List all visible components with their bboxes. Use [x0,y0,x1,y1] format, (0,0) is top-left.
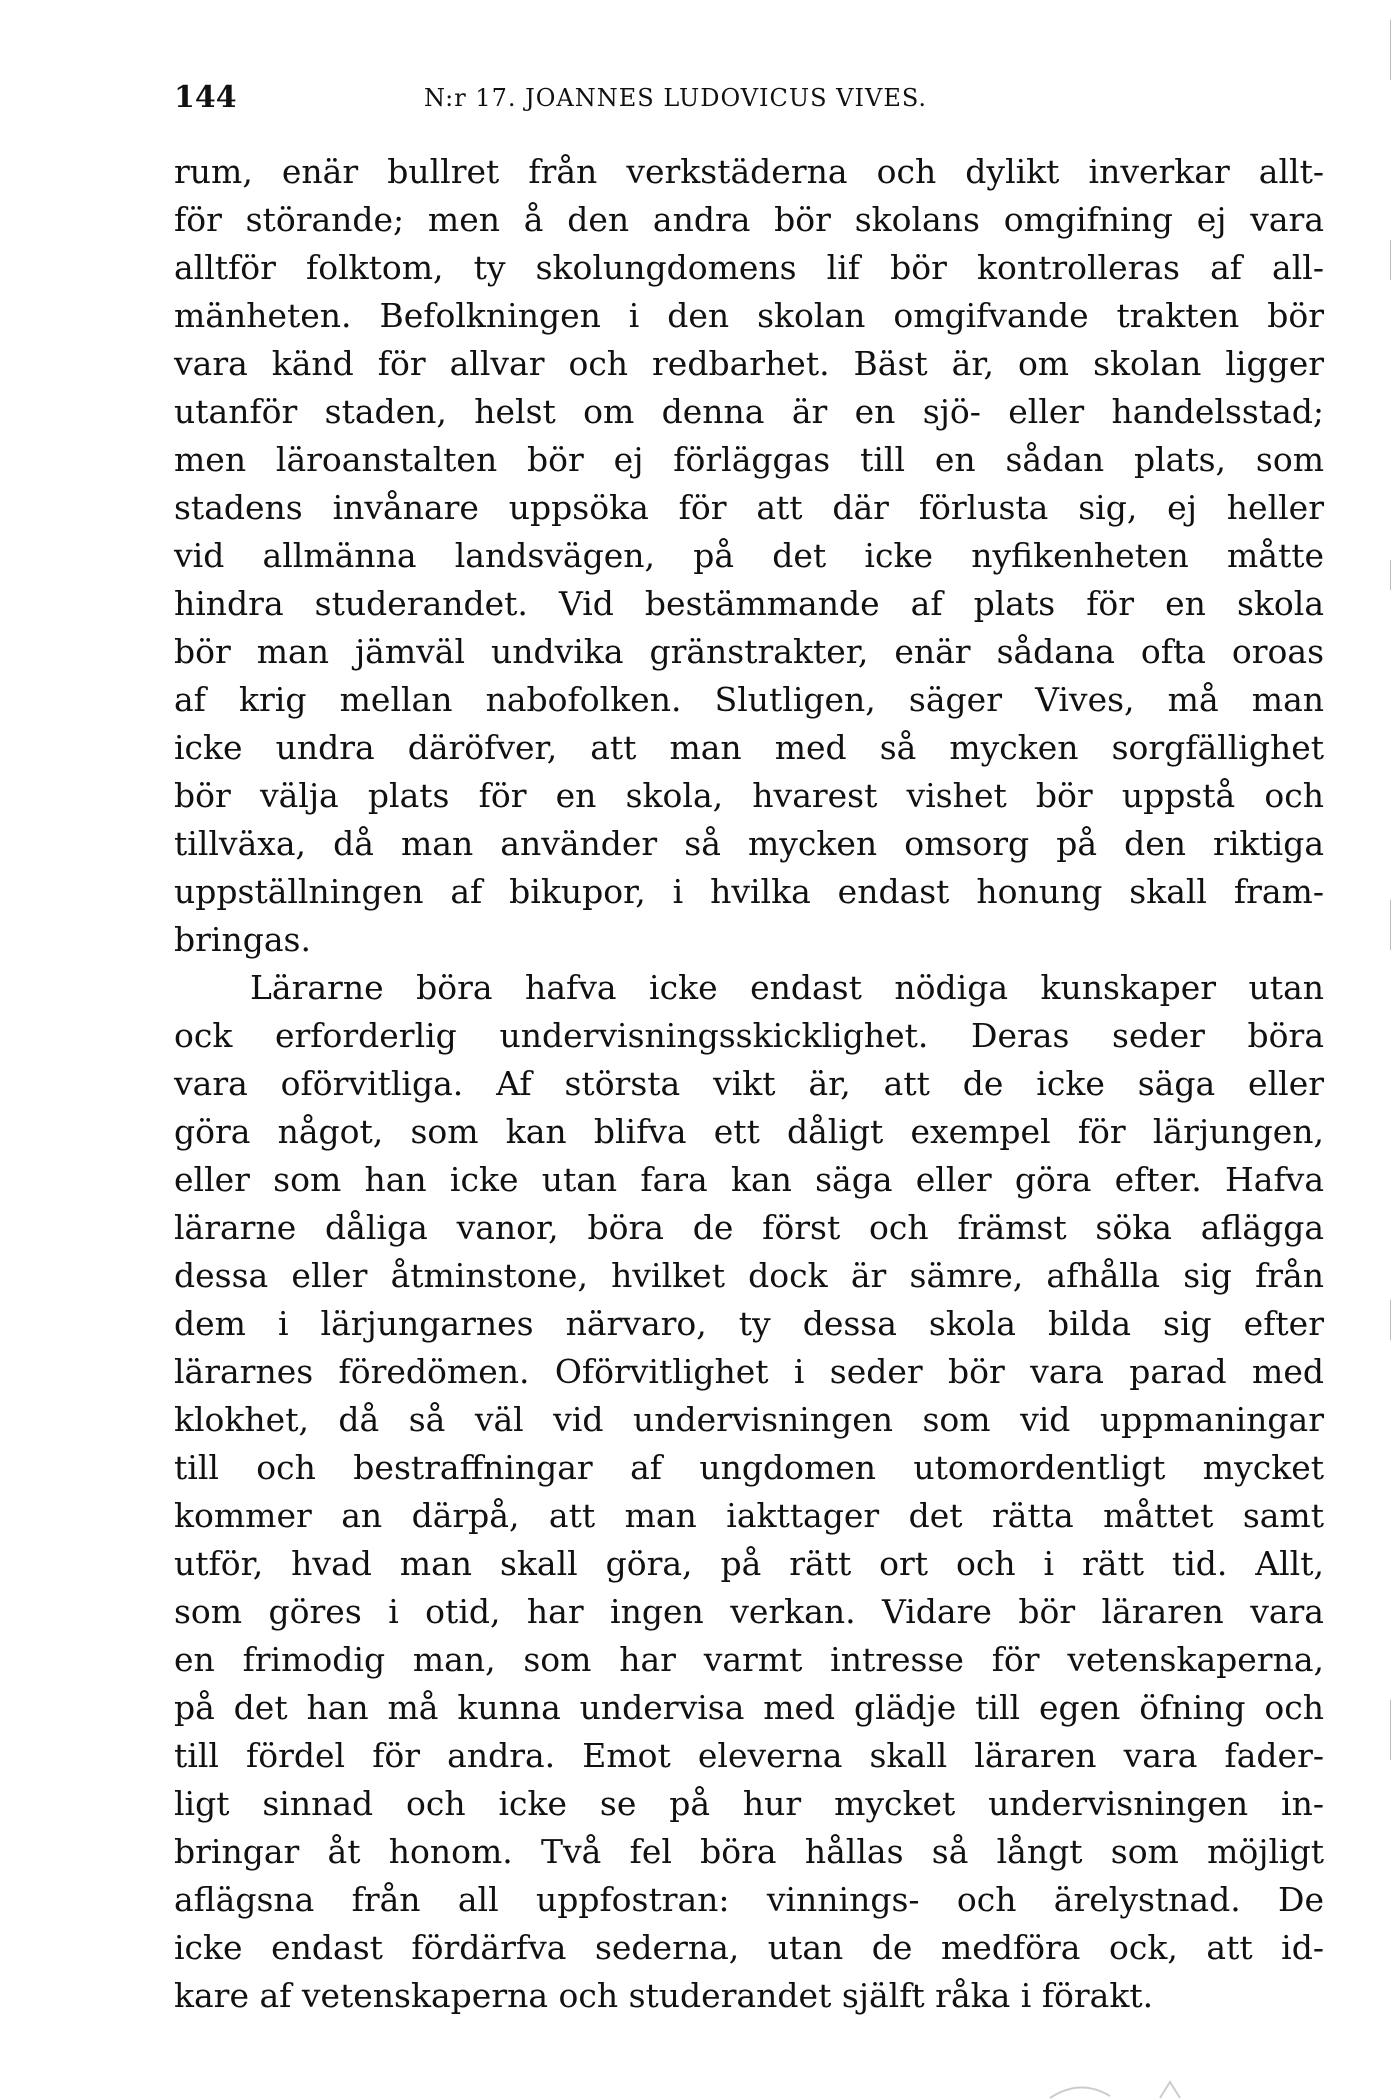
text-line: ock erforderlig undervisningsskicklighet. Deras seder böra [174,1016,1324,1055]
text-line: bringar åt honom. Två fel böra hållas så långt som möjligt [174,1832,1324,1871]
text-line: vid allmänna landsvägen, på det icke nyfikenheten måtte [174,536,1324,575]
text-line: kare af vetenskaperna och studerandet själft råka i förakt. [174,1976,1154,2015]
text-line: på det han må kunna undervisa med glädje till egen öfning och [174,1688,1324,1727]
text-line: till och bestraffningar af ungdomen utomordentligt mycket [174,1448,1324,1487]
text-line: dessa eller åtminstone, hvilket dock är sämre, afhålla sig från [174,1256,1324,1295]
page-header [174,80,1074,120]
text-line: klokhet, då så väl vid undervisningen som vid uppmaningar [174,1400,1324,1439]
text-line: en frimodig man, som har varmt intresse för vetenskaperna, [174,1640,1324,1679]
text-line: kommer an därpå, att man iakttager det rätta måttet samt [174,1496,1324,1535]
text-line: bör välja plats för en skola, hvarest vishet bör uppstå och [174,776,1324,815]
text-line: som göres i otid, har ingen verkan. Vidare bör läraren vara [174,1592,1324,1631]
text-line: men läroanstalten bör ej förläggas till en sådan plats, som [174,440,1324,479]
body-text [174,148,1324,2020]
text-line: utför, hvad man skall göra, på rätt ort och i rätt tid. Allt, [174,1544,1324,1583]
text-line: för störande; men å den andra bör skolans omgifning ej vara [174,200,1324,239]
text-line: af krig mellan nabofolken. Slutligen, säger Vives, må man [174,680,1324,719]
text-line: rum, enär bullret från verkstäderna och dylikt inverkar allt- [174,152,1324,191]
text-line: aflägsna från all uppfostran: vinnings- och ärelystnad. De [174,1880,1324,1919]
text-line: stadens invånare uppsöka för att där förlusta sig, ej heller [174,488,1324,527]
text-line: mänheten. Befolkningen i den skolan omgifvande trakten bör [174,296,1324,335]
text-line: icke undra däröfver, att man med så mycken sorgfällighet [174,728,1324,767]
text-line: uppställningen af bikupor, i hvilka endast honung skall fram- [174,872,1324,911]
text-line: bringas. [174,920,311,959]
text-line: lärarne dåliga vanor, böra de först och främst söka aflägga [174,1208,1324,1247]
paragraph [174,148,1324,964]
bleed-through-mark [1040,2060,1240,2100]
text-line: dem i lärjungarnes närvaro, ty dessa skola bilda sig efter [174,1304,1324,1343]
running-head: N:r 17. JOANNES LUDOVICUS VIVES. [424,84,928,112]
text-line: göra något, som kan blifva ett dåligt exempel för lärjungen, [174,1112,1324,1151]
page-edge-marks [1390,0,1392,2090]
paragraph [174,964,1324,2020]
page-number: 144 [174,80,237,115]
text-line: eller som han icke utan fara kan säga eller göra efter. Hafva [174,1160,1324,1199]
text-line: Lärarne böra hafva icke endast nödiga kunskaper utan [250,968,1324,1007]
text-line: utanför staden, helst om denna är en sjö- eller handelsstad; [174,392,1324,431]
text-line: tillväxa, då man använder så mycken omsorg på den riktiga [174,824,1324,863]
text-line: alltför folktom, ty skolungdomens lif bör kontrolleras af all- [174,248,1324,287]
text-line: vara känd för allvar och redbarhet. Bäst är, om skolan ligger [174,344,1324,383]
text-line: ligt sinnad och icke se på hur mycket undervisningen in- [174,1784,1324,1823]
text-line: vara oförvitliga. Af största vikt är, att de icke säga eller [174,1064,1324,1103]
text-line: bör man jämväl undvika gränstrakter, enär sådana ofta oroas [174,632,1324,671]
text-line: till fördel för andra. Emot eleverna skall läraren vara fader- [174,1736,1324,1775]
text-line: icke endast fördärfva sederna, utan de medföra ock, att id- [174,1928,1324,1967]
text-line: hindra studerandet. Vid bestämmande af plats för en skola [174,584,1324,623]
text-line: lärarnes föredömen. Oförvitlighet i seder bör vara parad med [174,1352,1324,1391]
